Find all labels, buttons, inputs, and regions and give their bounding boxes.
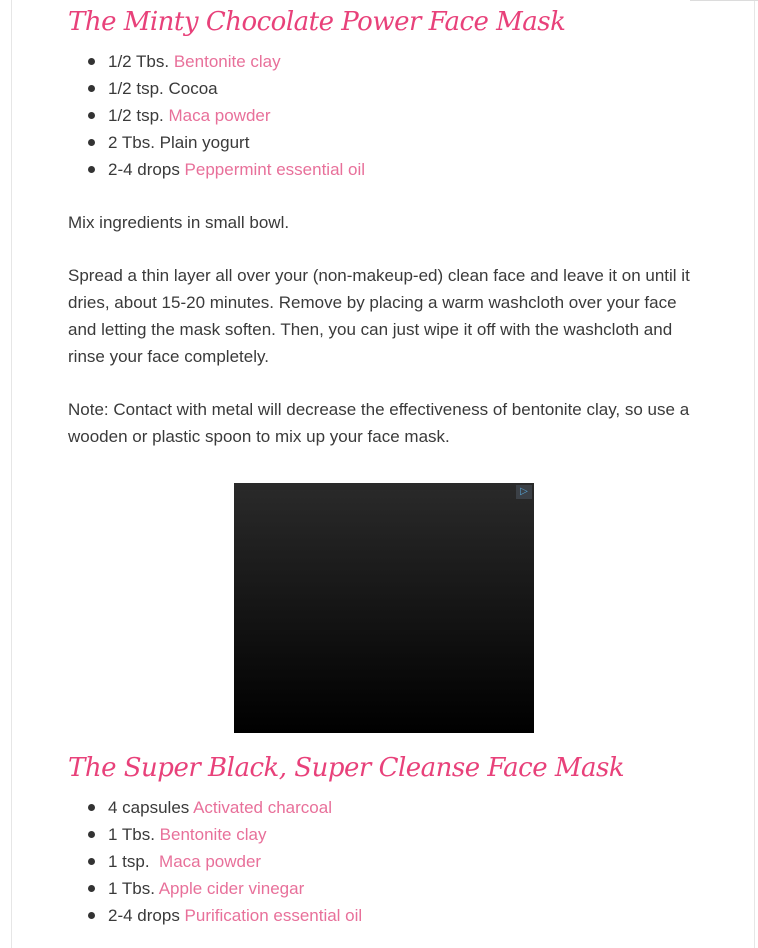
ingredient-list-2: [68, 794, 708, 929]
list-item: [68, 156, 708, 183]
list-item: [68, 821, 708, 848]
ingredient-amount: 1/2 tsp.: [108, 106, 169, 125]
ingredient-amount: 2-4 drops: [108, 906, 185, 925]
list-item: [68, 875, 708, 902]
ingredient-amount: 2-4 drops: [108, 160, 185, 179]
article-body: [68, 0, 708, 450]
ingredient-name-plain-yogurt: Plain yogurt: [159, 133, 250, 152]
ingredient-amount: 1 Tbs.: [108, 879, 159, 898]
spread-instruction: Spread a thin layer all over your (non-makeup-ed) clean face and leave it on until it dries, about 15-20 minutes. Remove by placing a warm washcloth over your face and letting the mask soften. Then, you can just wipe it off with the washcloth and rinse your face completely.: [68, 266, 690, 366]
ingredient-link-purification-oil[interactable]: Purification essential oil: [184, 906, 363, 925]
ingredient-link-maca-powder[interactable]: Maca powder: [168, 106, 271, 125]
ingredient-link-activated-charcoal[interactable]: Activated charcoal: [193, 798, 332, 817]
recipe-title-minty-chocolate: The Minty Chocolate Power Face Mask: [68, 7, 566, 37]
list-item: [68, 129, 708, 156]
list-item: [68, 902, 708, 929]
second-recipe: [68, 748, 708, 929]
ingredient-name-cocoa: Cocoa: [168, 79, 218, 98]
ingredient-amount: 1 tsp.: [108, 852, 160, 871]
metal-note: Note: Contact with metal will decrease the effectiveness of bentonite clay, so use a wooden or plastic spoon to mix up your face mask.: [68, 400, 690, 446]
ingredient-amount: 1/2 Tbs.: [108, 52, 174, 71]
list-item: [68, 794, 708, 821]
ingredient-amount: 1 Tbs.: [108, 825, 160, 844]
ingredient-link-bentonite-clay[interactable]: Bentonite clay: [159, 825, 267, 844]
ingredient-link-apple-cider-vinegar[interactable]: Apple cider vinegar: [158, 879, 305, 898]
ingredient-link-peppermint-oil[interactable]: Peppermint essential oil: [184, 160, 366, 179]
list-item: [68, 102, 708, 129]
ad-choices-icon[interactable]: ▷: [516, 485, 532, 499]
ingredient-amount: 2 Tbs.: [108, 133, 160, 152]
ingredient-link-maca-powder[interactable]: Maca powder: [159, 852, 262, 871]
list-item: [68, 848, 708, 875]
ingredient-amount: 1/2 tsp.: [108, 79, 169, 98]
list-item: [68, 48, 708, 75]
ingredient-link-bentonite-clay[interactable]: Bentonite clay: [173, 52, 281, 71]
list-item: [68, 75, 708, 102]
advertisement-video[interactable]: [234, 483, 534, 733]
recipe-title-super-black: The Super Black, Super Cleanse Face Mask: [68, 753, 625, 783]
ingredient-amount: 4 capsules: [108, 798, 194, 817]
mix-instruction: Mix ingredients in small bowl.: [68, 213, 290, 232]
ingredient-list-1: [68, 48, 708, 183]
